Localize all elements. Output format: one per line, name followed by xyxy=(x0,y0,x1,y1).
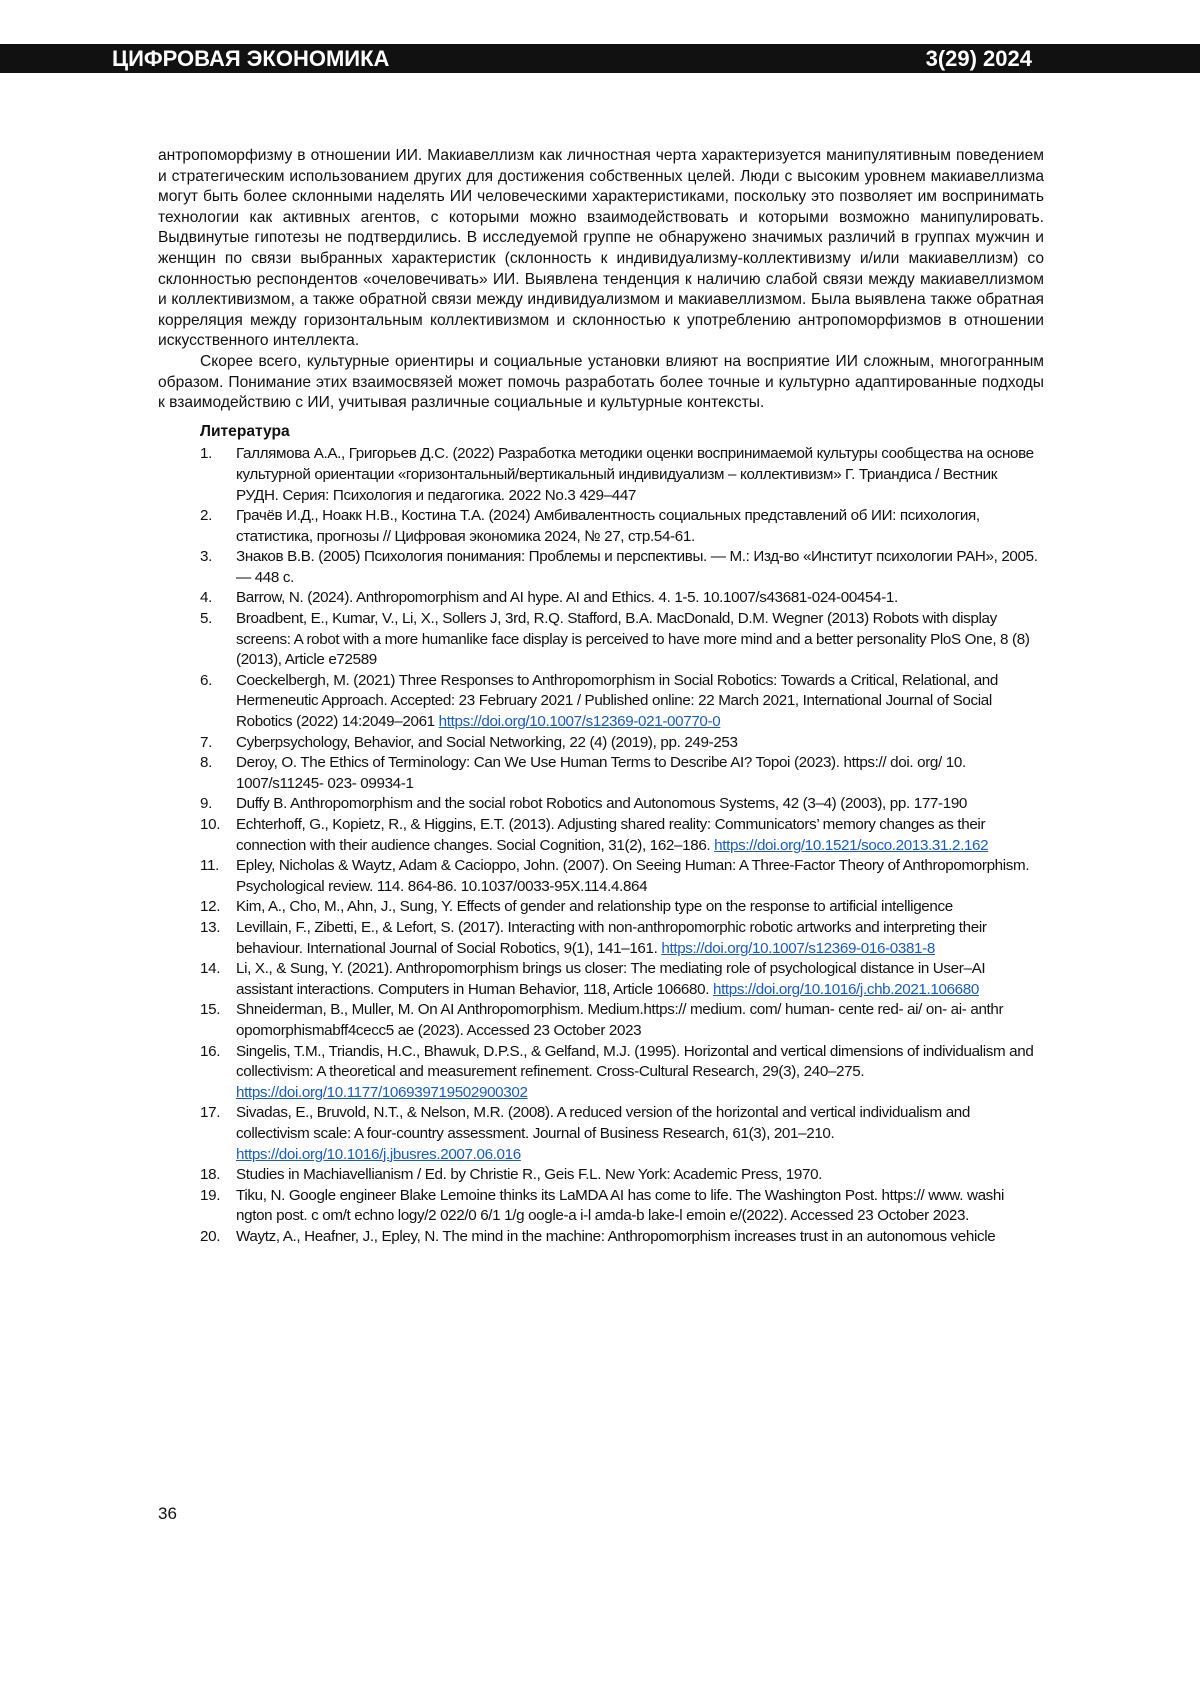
reference-item xyxy=(158,1227,1044,1248)
reference-item xyxy=(158,794,1044,815)
reference-doi-link[interactable]: https://doi.org/10.1007/s12369-021-00770-0 xyxy=(439,713,721,730)
running-header xyxy=(0,44,1200,73)
page-content xyxy=(158,146,1044,1247)
reference-number: 4. xyxy=(200,588,212,609)
reference-doi-link[interactable]: https://doi.org/10.1521/soco.2013.31.2.162 xyxy=(714,837,988,854)
reference-number: 19. xyxy=(200,1186,220,1207)
reference-doi-link[interactable]: https://doi.org/10.1016/j.jbusres.2007.06.016 xyxy=(236,1146,521,1163)
body-paragraph: антропоморфизму в отношении ИИ. Макиавеллизм как личностная черта характеризуется манипулятивным поведением и стратегическим использованием других для достижения собственных целей. Люди с высоким уровнем макиавеллизма могут быть более склонными наделять ИИ человеческими характеристиками, поскольку это позволяет им воспринимать технологии как активных агентов, с которыми можно взаимодействовать и которыми возможно манипулировать. Выдвинутые гипотезы не подтвердились. В исследуемой группе не обнаружено значимых различий в группах мужчин и женщин по связи выбранных характеристик (склонность к индивидуализму-коллективизму и/или макиавеллизм) со склонностью респондентов «очеловечивать» ИИ. Выявлена тенденция к наличию слабой связи между макиавеллизмом и коллективизмом, а также обратной связи между индивидуализмом и макиавеллизмом. Была выявлена также обратная корреляция между горизонтальным коллективизмом и склонностью к употреблению антропоморфизмов в отношении искусственного интеллекта. xyxy=(158,146,1044,352)
reference-text: Studies in Machiavellianism / Ed. by Christie R., Geis F.L. New York: Academic Press, 1970. xyxy=(236,1166,822,1183)
reference-item xyxy=(158,444,1044,506)
reference-number: 16. xyxy=(200,1042,220,1063)
reference-number: 5. xyxy=(200,609,212,630)
reference-text: Sivadas, E., Bruvold, N.T., & Nelson, M.R. (2008). A reduced version of the horizontal and vertical individualism and collectivism scale: A four-country assessment. Journal of Business Research, 61(3), 201–210. xyxy=(236,1104,970,1142)
reference-text: Echterhoff, G., Kopietz, R., & Higgins, E.T. (2013). Adjusting shared reality: Communicators’ memory changes as their connection with their audience changes. Social Cognition, 31(2), 162–186. xyxy=(236,816,985,854)
reference-text: Tiku, N. Google engineer Blake Lemoine thinks its LaMDA AI has come to life. The Washington Post. https:// www. washi ngton post. c om/t echno logy/2 022/0 6/1 1/g oogle-a i-l amda-b lake-l emoin e/(2022). Accessed 23 October 2023. xyxy=(236,1187,1004,1225)
reference-item xyxy=(158,506,1044,547)
reference-item xyxy=(158,897,1044,918)
reference-number: 11. xyxy=(200,856,219,877)
reference-item xyxy=(158,1165,1044,1186)
reference-item xyxy=(158,1103,1044,1165)
reference-text: Broadbent, E., Kumar, V., Li, X., Sollers J, 3rd, R.Q. Stafford, B.A. MacDonald, D.M. Wegner (2013) Robots with display screens: A robot with a more humanlike face display is perceived to have more mind and a better personality PloS One, 8 (8) (2013), Article e72589 xyxy=(236,610,1030,668)
reference-text: Shneiderman, B., Muller, M. On AI Anthropomorphism. Medium.https:// medium. com/ human- cente red- ai/ on- ai- anthr opomorphismabff4cecc5 ae (2023). Accessed 23 October 2023 xyxy=(236,1001,1003,1039)
reference-text: Epley, Nicholas & Waytz, Adam & Cacioppo, John. (2007). On Seeing Human: A Three-Factor Theory of Anthropomorphism. Psychological review. 114. 864-86. 10.1037/0033-95X.114.4.864 xyxy=(236,857,1029,895)
reference-text: Галлямова А.А., Григорьев Д.С. (2022) Разработка методики оценки воспринимаемой культуры сообщества на основе культурной ориентации «горизонтальный/вертикальный индивидуализм – коллективизм» Г. Триандиса / Вестник РУДН. Серия: Психология и педагогика. 2022 No.3 429–447 xyxy=(236,445,1034,503)
reference-text: Deroy, O. The Ethics of Terminology: Can We Use Human Terms to Describe AI? Topoi (2023). https:// doi. org/ 10. 1007/s11245- 023- 09934-1 xyxy=(236,754,966,792)
references-heading: Литература xyxy=(200,422,1044,443)
reference-doi-link[interactable]: https://doi.org/10.1016/j.chb.2021.106680 xyxy=(713,981,979,998)
reference-text: Barrow, N. (2024). Anthropomorphism and AI hype. AI and Ethics. 4. 1-5. 10.1007/s43681-024-00454-1. xyxy=(236,589,898,606)
reference-item xyxy=(158,959,1044,1000)
journal-title: ЦИФРОВАЯ ЭКОНОМИКА xyxy=(112,46,389,72)
reference-item xyxy=(158,1000,1044,1041)
reference-item xyxy=(158,1042,1044,1104)
reference-doi-link[interactable]: https://doi.org/10.1007/s12369-016-0381-8 xyxy=(661,940,935,957)
reference-number: 13. xyxy=(200,918,220,939)
issue-number: 3(29) 2024 xyxy=(926,46,1032,72)
reference-number: 10. xyxy=(200,815,220,836)
reference-item xyxy=(158,918,1044,959)
reference-number: 15. xyxy=(200,1000,220,1021)
reference-text: Знаков В.В. (2005) Психология понимания: Проблемы и перспективы. — М.: Изд-во «Институт психологии РАН», 2005. — 448 с. xyxy=(236,548,1038,586)
body-paragraph: Скорее всего, культурные ориентиры и социальные установки влияют на восприятие ИИ сложным, многогранным образом. Понимание этих взаимосвязей может помочь разработать более точные и культурно адаптированные подходы к взаимодействию с ИИ, учитывая различные социальные и культурные контексты. xyxy=(158,352,1044,414)
reference-number: 18. xyxy=(200,1165,220,1186)
reference-item xyxy=(158,547,1044,588)
reference-text: Грачёв И.Д., Ноакк Н.В., Костина Т.А. (2024) Амбивалентность социальных представлений об ИИ: психология, статистика, прогнозы // Цифровая экономика 2024, № 27, стр.54-61. xyxy=(236,507,980,545)
reference-number: 14. xyxy=(200,959,220,980)
reference-text: Levillain, F., Zibetti, E., & Lefort, S. (2017). Interacting with non-anthropomorphic robotic artworks and interpreting their behaviour. International Journal of Social Robotics, 9(1), 141–161. xyxy=(236,919,987,957)
reference-item xyxy=(158,1186,1044,1227)
reference-text: Kim, A., Cho, M., Ahn, J., Sung, Y. Effects of gender and relationship type on the response to artificial intelligence xyxy=(236,898,953,915)
reference-item xyxy=(158,671,1044,733)
reference-number: 3. xyxy=(200,547,212,568)
reference-number: 17. xyxy=(200,1103,220,1124)
reference-number: 1. xyxy=(200,444,212,465)
reference-item xyxy=(158,609,1044,671)
reference-number: 12. xyxy=(200,897,220,918)
references-list xyxy=(158,444,1044,1247)
reference-text: Li, X., & Sung, Y. (2021). Anthropomorphism brings us closer: The mediating role of psychological distance in User–AI assistant interactions. Computers in Human Behavior, 118, Article 106680. xyxy=(236,960,985,998)
reference-item xyxy=(158,753,1044,794)
reference-item xyxy=(158,856,1044,897)
reference-text: Waytz, A., Heafner, J., Epley, N. The mind in the machine: Anthropomorphism increases trust in an autonomous vehicle xyxy=(236,1228,995,1245)
reference-number: 6. xyxy=(200,671,212,692)
reference-text: Singelis, T.M., Triandis, H.C., Bhawuk, D.P.S., & Gelfand, M.J. (1995). Horizontal and vertical dimensions of individualism and collectivism: A theoretical and measurement refinement. Cross-Cultural Research, 29(3), 240–275. xyxy=(236,1043,1033,1081)
reference-number: 9. xyxy=(200,794,212,815)
reference-number: 2. xyxy=(200,506,212,527)
reference-number: 8. xyxy=(200,753,212,774)
reference-text: Cyberpsychology, Behavior, and Social Networking, 22 (4) (2019), pp. 249-253 xyxy=(236,734,738,751)
page-number: 36 xyxy=(158,1504,177,1524)
reference-doi-link[interactable]: https://doi.org/10.1177/106939719502900302 xyxy=(236,1084,528,1101)
reference-item xyxy=(158,733,1044,754)
reference-number: 20. xyxy=(200,1227,220,1248)
reference-number: 7. xyxy=(200,733,212,754)
reference-item xyxy=(158,588,1044,609)
reference-text: Coeckelbergh, M. (2021) Three Responses to Anthropomorphism in Social Robotics: Towards a Critical, Relational, and Hermeneutic Approach. Accepted: 23 February 2021 / Published online: 22 March 2021, International Journal of Social Robotics (2022) 14:2049–2061 xyxy=(236,672,998,730)
reference-text: Duffy B. Anthropomorphism and the social robot Robotics and Autonomous Systems, 42 (3–4) (2003), pp. 177-190 xyxy=(236,795,967,812)
reference-item xyxy=(158,815,1044,856)
